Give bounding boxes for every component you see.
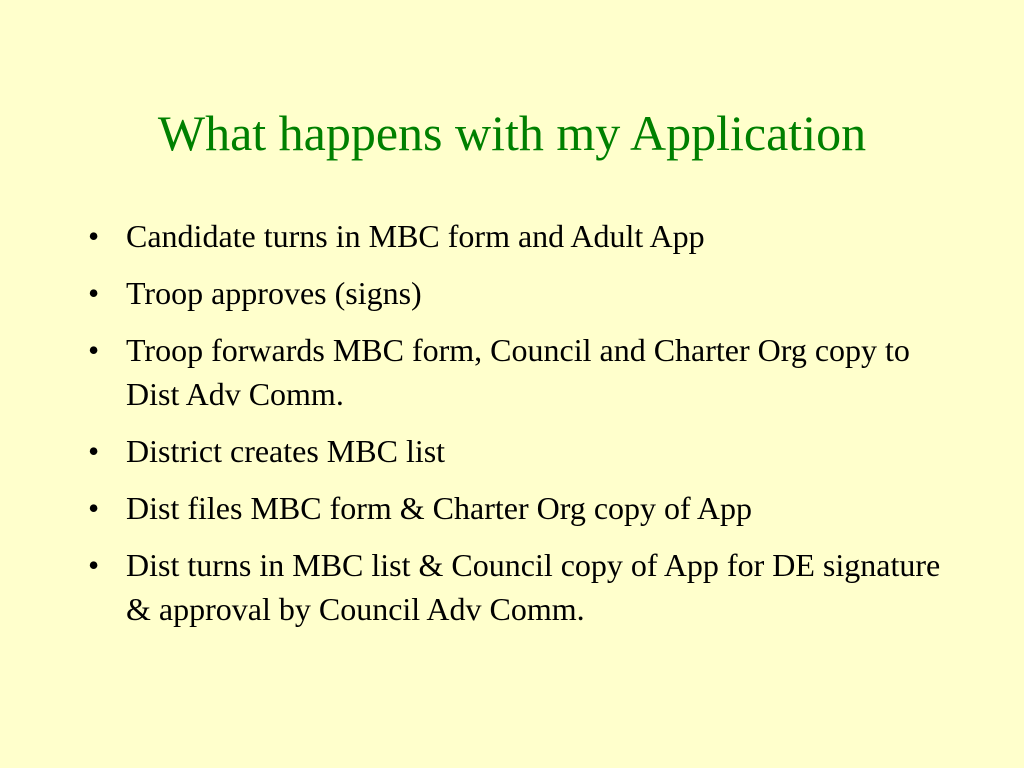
- bullet-list: [84, 214, 944, 644]
- bullet-dot-icon: •: [88, 547, 100, 583]
- bullet-text: Troop approves (signs): [126, 275, 422, 311]
- bullet-item: [84, 429, 944, 473]
- bullet-dot-icon: •: [88, 218, 100, 254]
- bullet-dot-icon: •: [88, 332, 100, 368]
- bullet-text: Candidate turns in MBC form and Adult App: [126, 218, 705, 254]
- bullet-item: [84, 214, 944, 258]
- bullet-item: [84, 486, 944, 530]
- bullet-item: [84, 328, 944, 416]
- slide-title: What happens with my Application: [157, 105, 867, 161]
- bullet-text: Troop forwards MBC form, Council and Charter Org copy to Dist Adv Comm.: [126, 332, 910, 412]
- bullet-item: [84, 271, 944, 315]
- bullet-text: Dist turns in MBC list & Council copy of App for DE signature & approval by Council Adv Comm.: [126, 547, 941, 627]
- bullet-item: [84, 543, 944, 631]
- bullet-dot-icon: •: [88, 275, 100, 311]
- bullet-text: District creates MBC list: [126, 433, 446, 469]
- bullet-text: Dist files MBC form & Charter Org copy of App: [126, 490, 753, 526]
- bullet-dot-icon: •: [88, 490, 100, 526]
- bullet-dot-icon: •: [88, 433, 100, 469]
